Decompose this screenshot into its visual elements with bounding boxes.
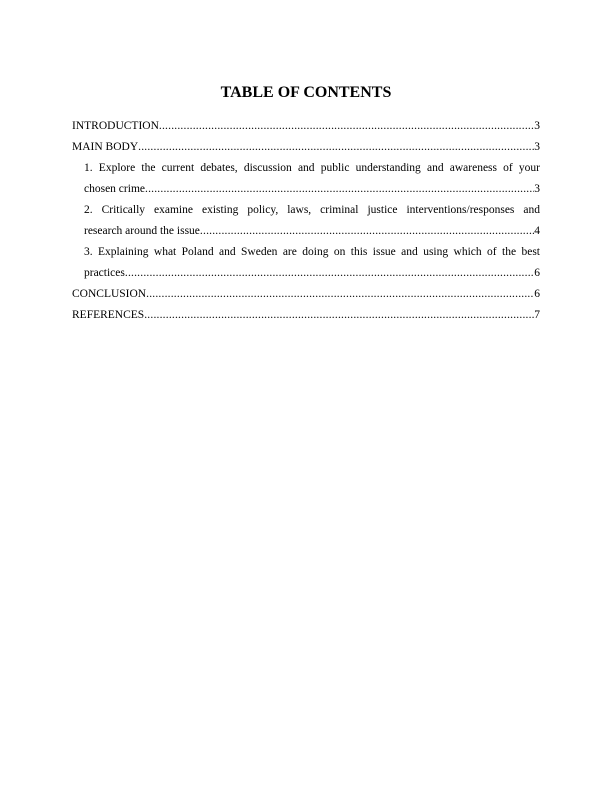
toc-entry-label: MAIN BODY — [72, 141, 139, 153]
toc-page-number: 3 — [534, 141, 540, 153]
dot-leader — [145, 179, 534, 200]
toc-entry-label: REFERENCES — [72, 309, 145, 321]
toc-page-number: 3 — [534, 183, 540, 195]
toc-entry-label-line1: 3. Explaining what Poland and Sweden are doing on this issue and using which of the best — [84, 246, 540, 258]
dot-leader — [125, 263, 534, 284]
toc-entry-main-body[interactable] — [72, 137, 540, 158]
dot-leader — [200, 221, 534, 242]
toc-entry-references[interactable] — [72, 305, 540, 326]
toc-page-number: 7 — [534, 309, 540, 321]
toc-entry-label-line1: 1. Explore the current debates, discussion and public understanding and awareness of your — [84, 162, 540, 174]
toc-entry-label: CONCLUSION — [72, 288, 147, 300]
toc-entry-section-2[interactable] — [72, 200, 540, 242]
toc-page-number: 3 — [534, 120, 540, 132]
toc-entry-label-line1: 2. Critically examine existing policy, laws, criminal justice interventions/responses and — [84, 204, 540, 216]
dot-leader — [144, 305, 534, 326]
toc-entry-conclusion[interactable] — [72, 284, 540, 305]
toc-page-number: 4 — [534, 225, 540, 237]
toc-entry-label: INTRODUCTION — [72, 120, 159, 132]
toc-title: TABLE OF CONTENTS — [220, 84, 392, 101]
dot-leader — [159, 116, 534, 137]
table-of-contents — [72, 116, 540, 326]
dot-leader — [138, 137, 534, 158]
toc-entry-label-line2: practices — [84, 267, 125, 279]
toc-entry-introduction[interactable] — [72, 116, 540, 137]
toc-entry-label-line2: research around the issue — [84, 225, 200, 237]
toc-entry-section-3[interactable] — [72, 242, 540, 284]
toc-page-number: 6 — [534, 288, 540, 300]
toc-entry-label-line2: chosen crime — [84, 183, 145, 195]
dot-leader — [146, 284, 534, 305]
toc-page-number: 6 — [534, 267, 540, 279]
toc-entry-section-1[interactable] — [72, 158, 540, 200]
